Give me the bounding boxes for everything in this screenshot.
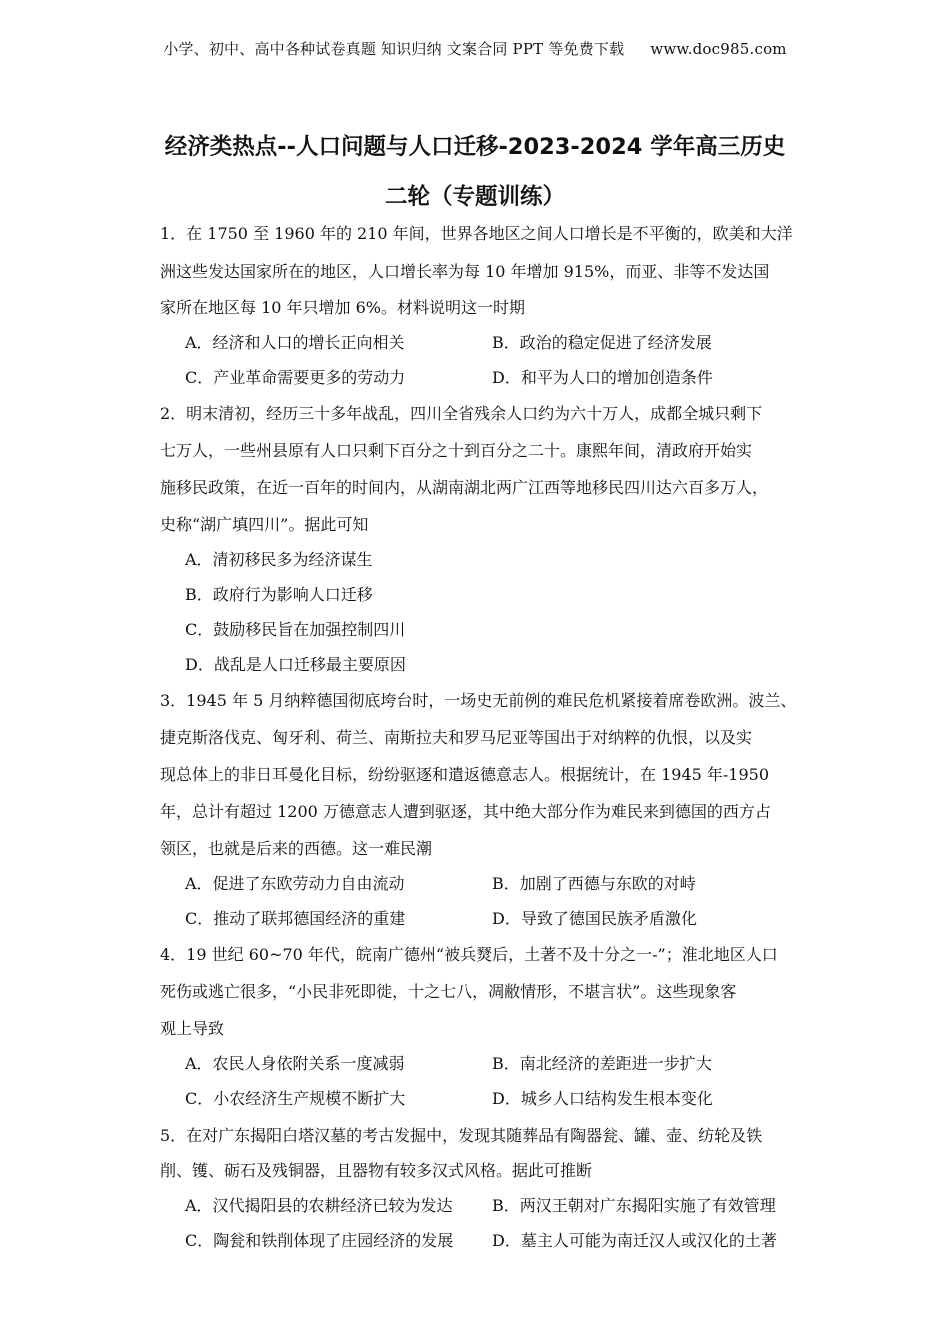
q3-option-c: C．推动了联邦德国经济的重建: [185, 909, 406, 928]
header-promo-text: 小学、初中、高中各种试卷真题 知识归纳 文案合同 PPT 等免费下载: [163, 40, 625, 58]
q5-option-d: D．墓主人可能为南迁汉人或汉化的土著: [492, 1231, 777, 1250]
q1-stem-line: 家所在地区每 10 年只增加 6%。材料说明这一时期: [160, 298, 526, 317]
q4-option-b: B．南北经济的差距进一步扩大: [492, 1054, 712, 1073]
q4-stem-line: 4．19 世纪 60~70 年代，皖南广德州“被兵燹后，土著不及十分之一-”；淮北地区人口: [160, 945, 778, 964]
doc-title-line-2: 二轮（专题训练）: [384, 184, 565, 210]
q5-stem-line: 削、镬、砺石及残铜器，且器物有较多汉式风格。据此可推断: [160, 1161, 593, 1180]
q2-stem-line: 史称“湖广填四川”。据此可知: [160, 515, 369, 534]
doc-title-line-1: 经济类热点--人口问题与人口迁移-2023-2024 学年高三历史: [164, 134, 786, 160]
q2-stem-line: 2．明末清初，经历三十多年战乱，四川全省残余人口约为六十万人，成都全城只剩下: [160, 404, 763, 423]
q3-stem-line: 领区，也就是后来的西德。这一难民潮: [160, 839, 433, 858]
q1-option-b: B．政治的稳定促进了经济发展: [492, 333, 712, 352]
q4-option-c: C．小农经济生产规模不断扩大: [185, 1089, 406, 1108]
q2-option-d: D．战乱是人口迁移最主要原因: [185, 655, 406, 674]
q1-option-c: C．产业革命需要更多的劳动力: [185, 368, 406, 387]
q5-option-c: C．陶瓮和铁削体现了庄园经济的发展: [185, 1231, 454, 1250]
q2-option-c: C．鼓励移民旨在加强控制四川: [185, 620, 406, 639]
q5-stem-line: 5．在对广东揭阳白塔汉墓的考古发掘中，发现其随葬品有陶器瓮、罐、壶、纺轮及铁: [160, 1126, 763, 1145]
q2-option-a: A．清初移民多为经济谋生: [185, 550, 373, 569]
q1-option-d: D．和平为人口的增加创造条件: [492, 368, 713, 387]
q1-stem-line: 1．在 1750 至 1960 年的 210 年间，世界各地区之间人口增长是不平衡的，欧美和大洋: [160, 224, 793, 243]
q4-stem-line: 观上导致: [160, 1019, 225, 1038]
q3-option-b: B．加剧了西德与东欧的对峙: [492, 874, 696, 893]
q3-option-d: D．导致了德国民族矛盾激化: [492, 909, 697, 928]
q1-option-a: A．经济和人口的增长正向相关: [185, 333, 405, 352]
q3-option-a: A．促进了东欧劳动力自由流动: [185, 874, 405, 893]
q4-stem-line: 死伤或逃亡很多，“小民非死即徙，十之七八，凋敝情形，不堪言状”。这些现象客: [160, 982, 737, 1001]
q4-option-a: A．农民人身依附关系一度减弱: [185, 1054, 405, 1073]
q3-stem-line: 捷克斯洛伐克、匈牙利、荷兰、南斯拉夫和罗马尼亚等国出于对纳粹的仇恨，以及实: [160, 728, 753, 747]
q2-option-b: B．政府行为影响人口迁移: [185, 585, 373, 604]
q3-stem-line: 现总体上的非日耳曼化目标，纷纷驱逐和遣返德意志人。根据统计，在 1945 年-1950: [160, 765, 770, 784]
q1-stem-line: 洲这些发达国家所在的地区，人口增长率为每 10 年增加 915%，而亚、非等不发达国: [160, 262, 770, 281]
header-website: www.doc985.com: [650, 40, 787, 58]
page-header: [0, 38, 950, 59]
q5-option-a: A．汉代揭阳县的农耕经济已较为发达: [185, 1196, 453, 1215]
q3-stem-line: 3．1945 年 5 月纳粹德国彻底垮台时，一场史无前例的难民危机紧接着席卷欧洲。波兰、: [160, 691, 797, 710]
q2-stem-line: 七万人，一些州县原有人口只剩下百分之十到百分之二十。康熙年间，清政府开始实: [160, 441, 753, 460]
q5-option-b: B．两汉王朝对广东揭阳实施了有效管理: [492, 1196, 776, 1215]
q4-option-d: D．城乡人口结构发生根本变化: [492, 1089, 713, 1108]
q2-stem-line: 施移民政策，在近一百年的时间内，从湖南湖北两广江西等地移民四川达六百多万人，: [160, 478, 769, 497]
q3-stem-line: 年，总计有超过 1200 万德意志人遭到驱逐，其中绝大部分作为难民来到德国的西方占: [160, 802, 771, 821]
